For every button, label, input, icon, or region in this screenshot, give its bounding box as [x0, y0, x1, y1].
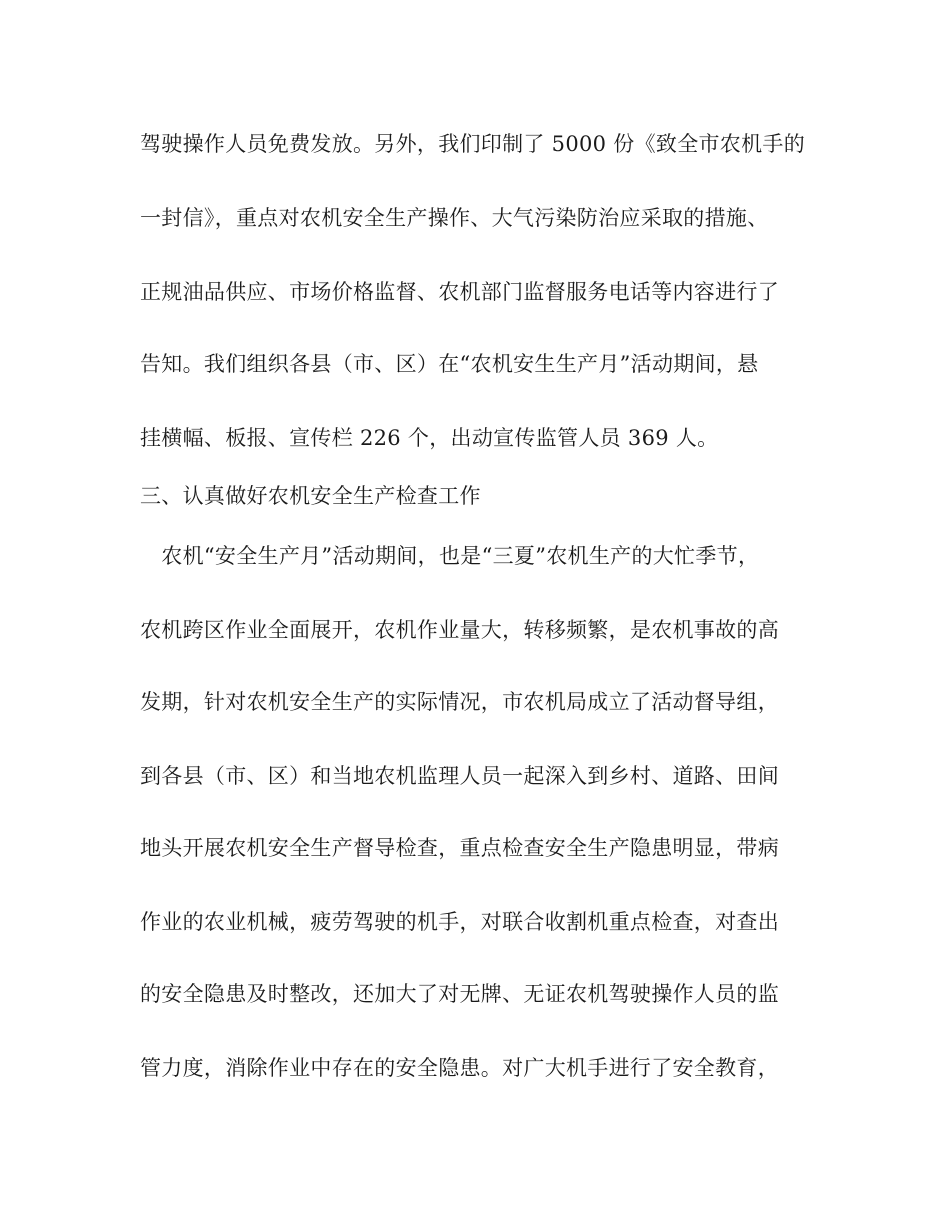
- paragraph-2-line-4: 到各县（市、区）和当地农机监理人员一起深入到乡村、道路、田间: [140, 764, 779, 788]
- paragraph-1-line-5: 挂横幅、板报、宣传栏 226 个，出动宣传监管人员 369 人。: [140, 426, 719, 450]
- paragraph-1-line-1: 驾驶操作人员免费发放。另外，我们印制了 5000 份《致全市农机手的: [140, 132, 805, 156]
- paragraph-1-line-2: 一封信》，重点对农机安全生产操作、大气污染防治应采取的措施、: [140, 206, 769, 230]
- paragraph-2-line-2: 农机跨区作业全面展开，农机作业量大，转移频繁，是农机事故的高: [140, 618, 779, 642]
- paragraph-2-line-1: 农机“安全生产月”活动期间，也是“三夏”农机生产的大忙季节，: [140, 544, 760, 568]
- section-heading: 三、认真做好农机安全生产检查工作: [140, 484, 481, 508]
- paragraph-2-line-8: 管力度，消除作业中存在的安全隐患。对广大机手进行了安全教育，: [140, 1056, 779, 1080]
- paragraph-1-line-3: 正规油品供应、市场价格监督、农机部门监督服务电话等内容进行了: [140, 280, 779, 304]
- paragraph-1-line-4: 告知。我们组织各县（市、区）在“农机安生生产月”活动期间，悬: [140, 352, 759, 376]
- paragraph-2-line-3: 发期，针对农机安全生产的实际情况，市农机局成立了活动督导组，: [140, 690, 779, 714]
- paragraph-2-line-6: 作业的农业机械，疲劳驾驶的机手，对联合收割机重点检查，对查出: [140, 910, 779, 934]
- paragraph-2-line-7: 的安全隐患及时整改，还加大了对无牌、无证农机驾驶操作人员的监: [140, 982, 779, 1006]
- paragraph-2-line-5: 地头开展农机安全生产督导检查，重点检查安全生产隐患明显，带病: [140, 836, 779, 860]
